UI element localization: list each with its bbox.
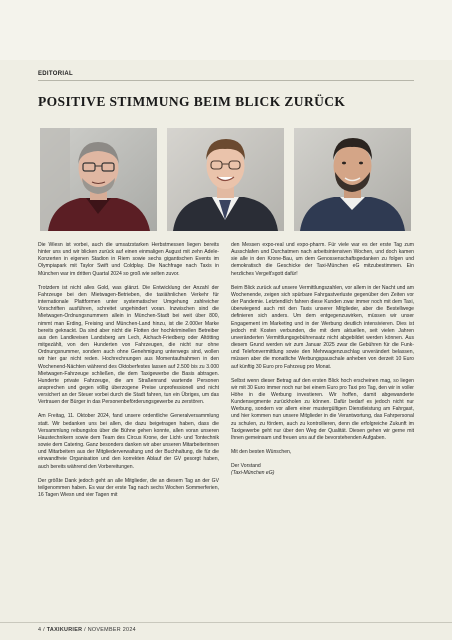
footer-separator: / — [43, 627, 47, 633]
paragraph: Die Wiesn ist vorbei, auch die umsatzstarken Herbstmessen liegen bereits hinter uns und wir blicken zurück auf einen einmaligen August mit zehn Adele-Konzerten in eigenen Stadion in Riem sowie sechs gigantischen Events im Olympiapark mit Taylor Swift und Coldplay. Die Nachfrage nach Taxis in München war im dritten Quartal 2024 so groß wie selten zuvor. — [38, 242, 219, 277]
article-column-left — [38, 242, 219, 499]
section-rubric: EDITORIAL — [38, 71, 73, 77]
signature-organisation: (Taxi-München eG) — [231, 470, 275, 477]
paragraph: Trotzdem ist nicht alles Gold, was glänzt. Die Entwicklung der Anzahl der Fahrzeuge bei den Mietwagen-Betrieben, die taxiähnlichen Verkehr für internationale Plattformen unter systematischer Umgehung zahlreicher Vorschriften ausführen, schreitet ungehindert voran. Inzwischen sind die Mietwagen-Ordnungsnummern allein in München-Stadt bei weit über 800, nimmt man Erding, Freising und München-Land hinzu, ist die 2.000er Marke bereits geknackt. Da sind aber nicht die Flotten der hochkriminellen Betreiber aus den Landkreisen Landsberg am Lech, Aichach-Friedberg oder Altötting mitgezählt, von den Hunderten von Fahrzeugen, die nicht nur ohne Ordnungsnummer, sondern auch ohne Genehmigung unterwegs sind, wollen wir hier gar nicht reden. Hochrechnungen aus Momentaufnahmen in den Wochenend-Nächten während des Oktoberfestes lassen auf 2.500 bis zu 3.000 Mietwagen-Fahrzeuge schließen, die dem Taxigewerbe die Basis abtragen. Hunderte private Fahrzeuge, die am Straßenrand wartende Personen ansprechen und gegen völlig überzogene Preise unprofessionell und nicht versichert an der Steuer vorbei durch die Stadt fahren, tun ein Übriges, um das Vertrauen der Bürger in das Personenbeförderungsgewerbe zu zerstören. — [38, 284, 219, 406]
paragraph: Beim Blick zurück auf unsere Vermittlungszahlen, vor allem in der Nacht und am Wochenende, zeigen sich spürbare Fahrgastverluste gegenüber den Zeiten vor der Pandemie. Letztendlich fahren diese Kunden zwar immer noch mit dem Taxi, überwiegend auch mit den Taxis unserer Mitglieder, aber die Bestellwege definieren sich anders. Um dem entgegenzuwirken, müssen wir unser Engagement im Marketing und in der Werbung deutlich intensivieren. Dies ist jedoch mit Kosten verbunden, die mit dem aktuellen, seit vielen Jahren unveränderten Vermittlungsgebührensatz nicht abgebildet werden können. Aus diesem Grund werden wir zum Januar 2025 zwar die Gebühren für die Funk- und Telefonvermittlung sowie den Mehrwagenzuschlag unverändert belassen, müssen aber die monatliche Werbungspauschale anheben von derzeit 10 Euro auf künftig 30 Euro pro Fahrzeug pro Monat. — [231, 284, 414, 370]
article-headline: POSITIVE STIMMUNG BEIM BLICK ZURÜCK — [38, 94, 346, 109]
top-band — [0, 0, 452, 60]
footer-separator: / — [84, 627, 88, 633]
footer-divider — [0, 622, 452, 623]
closing-greeting: Mit den besten Wünschen, — [231, 449, 292, 456]
portrait-photo-3 — [294, 128, 411, 231]
paragraph: den Messen expo-real und expo-pharm. Für viele war es der erste Tag zum Ausschlafen und Durchatmen nach arbeitsintensiven Wochen, und doch kamen sie alle in den Krone-Bau, um dem Genossenschaftsgedanken zu folgen und demokratisch die Geschicke der Taxi-München eG mitzubestimmen. Ein herzliches Vergelt'sgott dafür! — [231, 242, 414, 277]
article-column-right — [231, 242, 414, 478]
rubric-divider — [38, 80, 414, 81]
paragraph: Selbst wenn dieser Betrag auf den ersten Blick hoch erscheinen mag, so liegen wir mit 30 Euro immer noch nur bei einem Euro pro Taxi pro Tag, den wir in voller Höhe in die Werbung investieren. Wir hoffen, damit abgewanderte Kundensegmente zurückholen zu können. Dafür bedarf es jedoch nicht nur Werbung, sondern vor allem einer mustergültigen Dienstleistung am Fahrgast, und hier kommen nun unsere Mitglieder in die Verantwortung, das Fahrpersonal zu schulen, zu fördern, auch zu kontrollieren, denn die erfolgreiche Zukunft im Taxigewerbe geht nur über den Weg der Qualität. Diesen gehen wir gerne mit Ihnen gemeinsam und freuen uns auf die bevorstehenden Aufgaben. — [231, 377, 414, 441]
page-number: 4 — [38, 627, 42, 633]
paragraph: Am Freitag, 11. Oktober 2024, fand unsere ordentliche Generalversammlung statt. Wir bedanken uns bei allen, die dazu beigetragen haben, dass die Versammlung reibungslos über die Bühne gehen konnte, allen voran unseren Haustechnikern sowie dem Team des Circus Krone, der Licht- und Tontechnik sowie dem Catering. Ganz besonders danken wir aber unseren Mitarbeiterinnen und Mitarbeitern aus der Mitgliederverwaltung und der Buchhaltung, die für die einwandfreie Organisation und den korrekten Ablauf der GV gesorgt haben, auch bereits während den Vorbereitungen. — [38, 413, 219, 470]
paragraph: Der größte Dank jedoch geht an alle Mitglieder, die an diesem Tag an der GV teilgenommen haben. Es war der erste Tag nach sechs Wochen Sommerferien, 16 Tagen Wiesn und vier Tagen mit — [38, 477, 219, 498]
magazine-name: TAXIKURIER — [46, 627, 83, 633]
issue-date: NOVEMBER 2024 — [87, 627, 136, 633]
portrait-image-1 — [40, 128, 157, 231]
portrait-photo-2 — [167, 128, 284, 231]
page-footer — [38, 627, 136, 633]
portrait-photo-1 — [40, 128, 157, 231]
portrait-image-2 — [167, 128, 284, 231]
signature-name: Der Vorstand — [231, 463, 261, 470]
portrait-image-3 — [294, 128, 411, 231]
